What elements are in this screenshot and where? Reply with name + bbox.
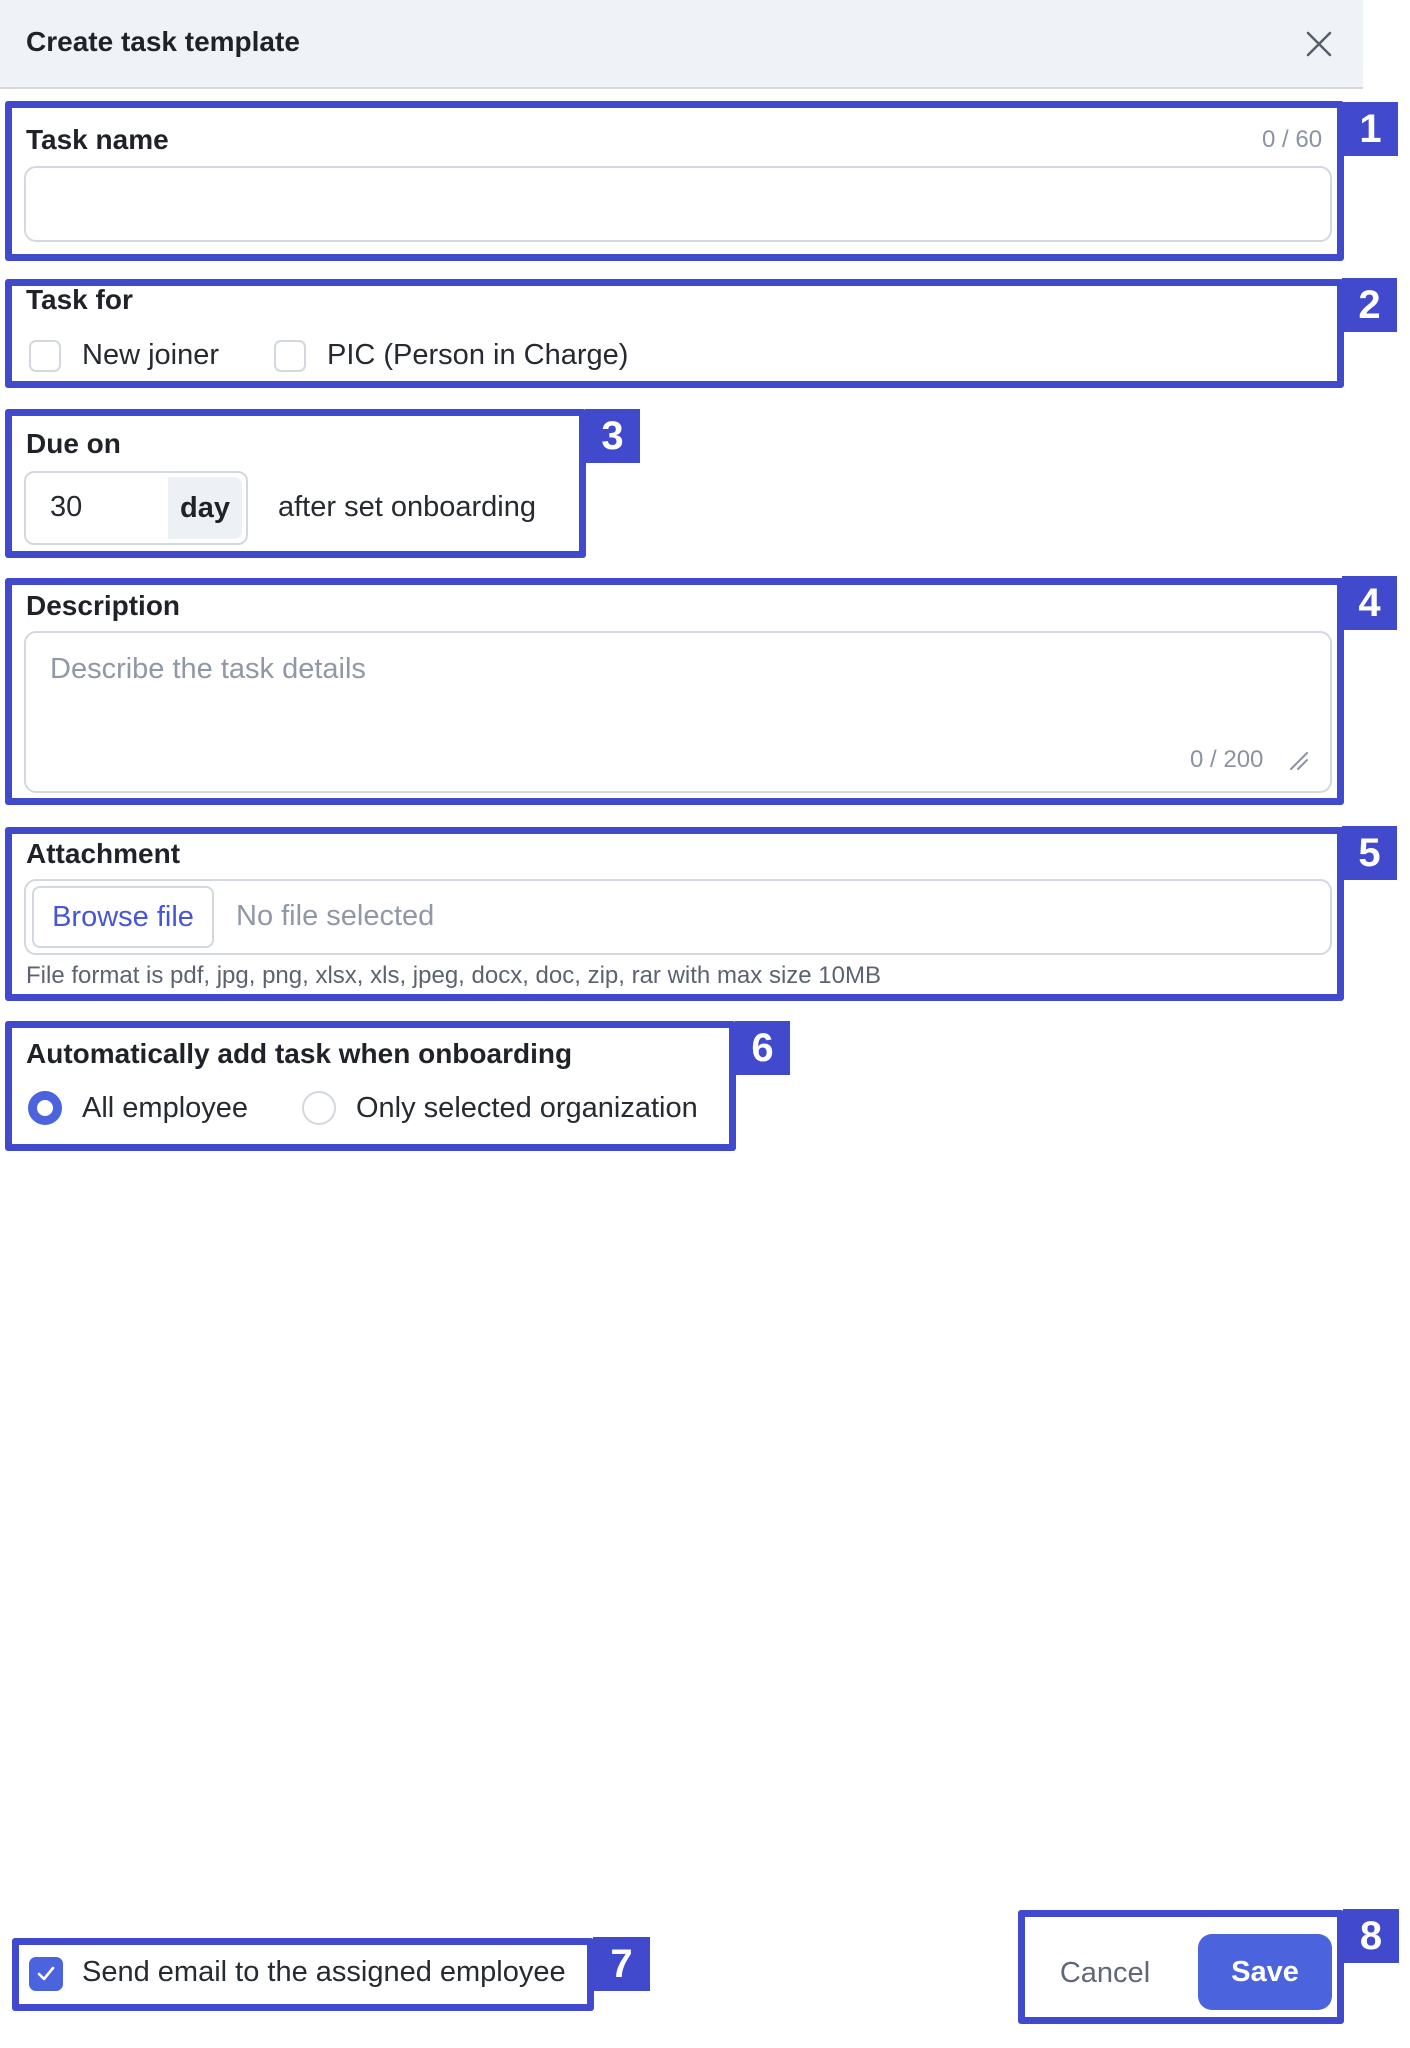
new-joiner-checkbox[interactable] — [29, 340, 61, 372]
attachment-field — [24, 879, 1332, 955]
send-email-label[interactable]: Send email to the assigned employee — [82, 1956, 566, 1988]
send-email-checkbox[interactable] — [29, 1957, 63, 1991]
pic-checkbox[interactable] — [274, 340, 306, 372]
checkmark-icon — [31, 1959, 61, 1989]
save-button[interactable]: Save — [1198, 1934, 1332, 2010]
dialog-header — [0, 0, 1363, 89]
all-employee-label[interactable]: All employee — [82, 1092, 249, 1124]
dialog-title: Create task template — [26, 26, 300, 57]
due-on-unit: day — [168, 477, 242, 539]
description-counter: 0 / 200 — [1190, 746, 1264, 773]
all-employee-radio[interactable] — [28, 1091, 62, 1125]
cancel-button[interactable]: Cancel — [1059, 1957, 1151, 1989]
attachment-hint: File format is pdf, jpg, png, xlsx, xls, jpeg, docx, doc, zip, rar with max size 10MB — [26, 962, 881, 989]
due-on-value[interactable]: 30 — [50, 491, 83, 523]
description-label: Description — [26, 590, 181, 621]
auto-add-label: Automatically add task when onboarding — [26, 1038, 573, 1069]
browse-file-button[interactable]: Browse file — [32, 886, 214, 948]
annotation-tag-3: 3 — [585, 409, 640, 463]
annotation-tag-7: 7 — [593, 1937, 650, 1991]
attachment-status: No file selected — [236, 900, 435, 932]
annotation-tag-8: 8 — [1343, 1909, 1399, 1963]
annotation-tag-4: 4 — [1342, 576, 1397, 630]
task-for-label: Task for — [26, 284, 133, 315]
task-name-input[interactable] — [24, 166, 1332, 242]
attachment-label: Attachment — [26, 838, 181, 869]
pic-label[interactable]: PIC (Person in Charge) — [327, 339, 629, 371]
resize-handle-icon[interactable] — [1288, 750, 1310, 772]
description-placeholder: Describe the task details — [50, 653, 366, 685]
task-name-counter: 0 / 60 — [1262, 126, 1323, 153]
close-button[interactable] — [1303, 28, 1335, 60]
selected-organization-label[interactable]: Only selected organization — [356, 1092, 698, 1124]
due-on-label: Due on — [26, 428, 121, 459]
new-joiner-label[interactable]: New joiner — [82, 339, 219, 371]
close-icon — [1303, 28, 1335, 60]
annotation-tag-6: 6 — [735, 1021, 790, 1075]
due-on-suffix: after set onboarding — [278, 491, 536, 523]
annotation-tag-2: 2 — [1342, 278, 1397, 332]
selected-organization-radio[interactable] — [302, 1091, 336, 1125]
annotation-tag-1: 1 — [1343, 102, 1398, 156]
annotation-tag-5: 5 — [1342, 826, 1397, 880]
task-name-label: Task name — [26, 124, 169, 155]
